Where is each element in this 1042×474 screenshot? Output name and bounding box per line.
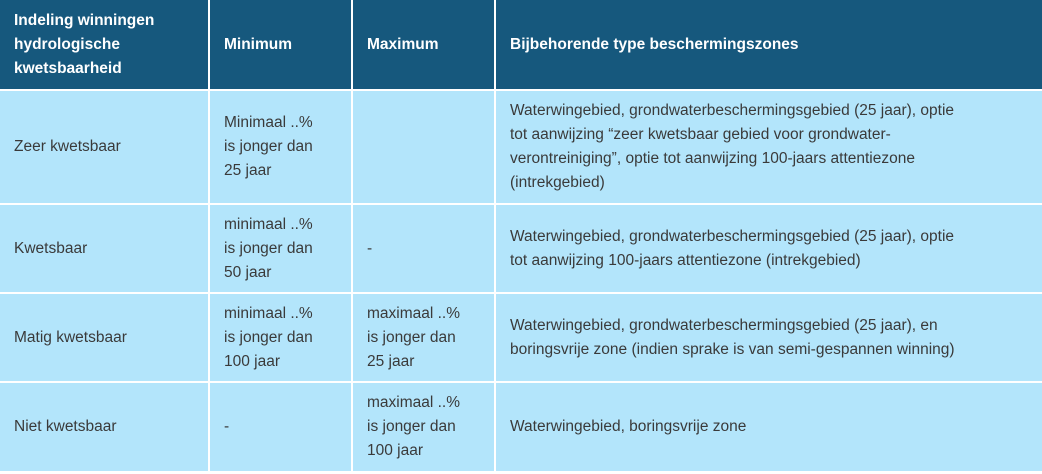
- row-maximum: -: [352, 204, 495, 293]
- row-zones: Waterwingebied, grondwaterbeschermingsgebied (25 jaar), optie tot aanwijzing “zeer kwetsbaar gebied voor grondwater- verontreiniging”, optie tot aanwijzing 100-jaars attentiezone (intrekgebied): [495, 90, 1042, 204]
- row-minimum: minimaal ..% is jonger dan 50 jaar: [209, 204, 352, 293]
- row-maximum: maximaal ..% is jonger dan 100 jaar: [352, 382, 495, 472]
- row-minimum: -: [209, 382, 352, 472]
- table-row: [0, 382, 1042, 472]
- table-row: [0, 90, 1042, 204]
- row-maximum: [352, 90, 495, 204]
- row-maximum: maximaal ..% is jonger dan 25 jaar: [352, 293, 495, 382]
- header-classification: Indeling winningen hydrologische kwetsbaarheid: [0, 0, 209, 90]
- row-category: Zeer kwetsbaar: [0, 90, 209, 204]
- header-row: [0, 0, 1042, 90]
- table-row: [0, 293, 1042, 382]
- table-row: [0, 204, 1042, 293]
- row-minimum: minimaal ..% is jonger dan 100 jaar: [209, 293, 352, 382]
- row-category: Kwetsbaar: [0, 204, 209, 293]
- header-minimum: Minimum: [209, 0, 352, 90]
- header-maximum: Maximum: [352, 0, 495, 90]
- header-protection-zones: Bijbehorende type beschermingszones: [495, 0, 1042, 90]
- row-zones: Waterwingebied, boringsvrije zone: [495, 382, 1042, 472]
- row-zones: Waterwingebied, grondwaterbeschermingsgebied (25 jaar), en boringsvrije zone (indien sprake is van semi-gespannen winning): [495, 293, 1042, 382]
- row-category: Niet kwetsbaar: [0, 382, 209, 472]
- row-zones: Waterwingebied, grondwaterbeschermingsgebied (25 jaar), optie tot aanwijzing 100-jaars attentiezone (intrekgebied): [495, 204, 1042, 293]
- row-minimum: Minimaal ..% is jonger dan 25 jaar: [209, 90, 352, 204]
- row-category: Matig kwetsbaar: [0, 293, 209, 382]
